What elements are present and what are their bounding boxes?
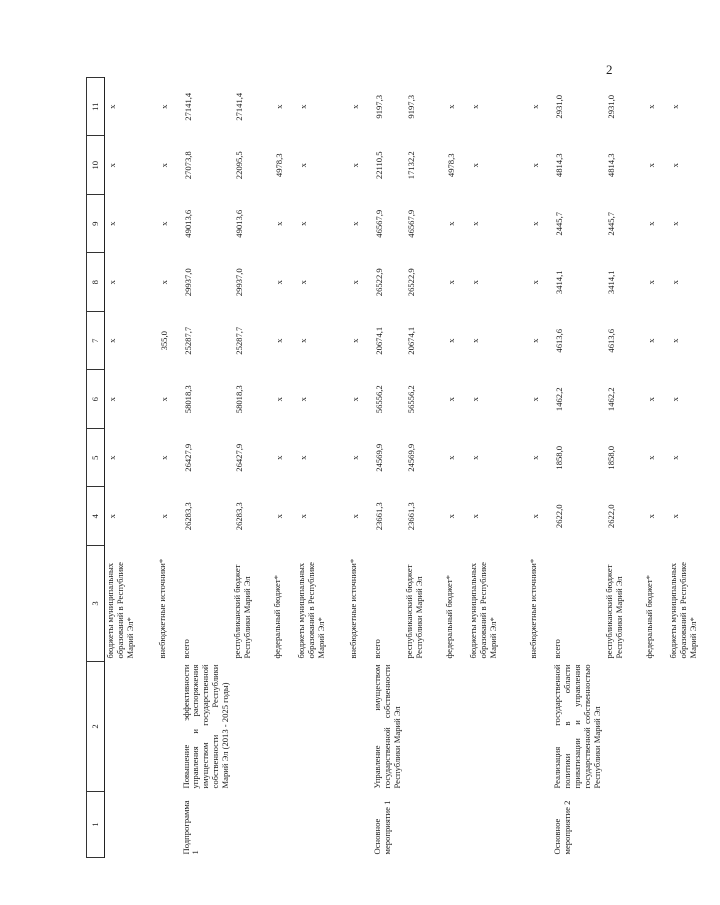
value-cell: х <box>646 338 657 343</box>
section-label <box>644 792 668 858</box>
value-cell: 22110,5 <box>374 151 385 180</box>
value-cell: х <box>530 163 541 168</box>
value-cell: х <box>670 280 681 285</box>
column-header: 8 <box>87 253 105 312</box>
table-row <box>668 78 720 858</box>
value-cell: х <box>350 338 361 343</box>
value-cell: х <box>530 514 541 519</box>
column-header: 5 <box>87 429 105 488</box>
value-cell: 2931,0 <box>554 94 565 119</box>
value-cell: 4978,3 <box>446 153 457 178</box>
funding-source: федеральный бюджет* <box>644 575 655 659</box>
value-cell: х <box>646 514 657 519</box>
program-name <box>644 662 668 792</box>
value-cell: 2622,0 <box>554 504 565 529</box>
value-cell: х <box>646 397 657 402</box>
value-cell: х <box>158 455 169 460</box>
table-header-row <box>87 78 105 858</box>
value-cell: 1858,0 <box>606 445 617 470</box>
value-cell: х <box>646 104 657 109</box>
program-name <box>528 662 552 792</box>
value-cell: 58018,3 <box>182 385 193 414</box>
value-cell: х <box>470 163 481 168</box>
funding-source: бюджеты муниципальных образований в Республике Марий Эл* <box>668 562 699 659</box>
value-cell: х <box>646 280 657 285</box>
funding-source: бюджеты муниципальных образований в Республике Марий Эл* <box>468 562 499 659</box>
program-name <box>604 662 644 792</box>
table-row <box>105 78 157 858</box>
section-label: Основное мероприятие 2 <box>552 800 573 855</box>
value-cell: 25287,7 <box>234 326 245 355</box>
value-cell: х <box>274 221 285 226</box>
column-header: 4 <box>87 487 105 546</box>
table-row <box>644 78 668 858</box>
value-cell: 23661,3 <box>374 502 385 531</box>
funding-source: республиканский бюджет Республики Марий Эл <box>232 564 253 659</box>
value-cell: х <box>107 104 117 109</box>
program-name <box>668 662 720 792</box>
funding-source: внебюджетные источники* <box>528 558 539 659</box>
value-cell: х <box>530 280 541 285</box>
value-cell: х <box>298 397 309 402</box>
table-row <box>444 78 468 858</box>
column-header: 11 <box>87 78 105 137</box>
value-cell: 2622,0 <box>606 504 617 529</box>
value-cell: 9197,3 <box>374 94 385 119</box>
value-cell: 3414,1 <box>606 270 617 295</box>
section-label <box>232 792 272 858</box>
value-cell: х <box>670 338 681 343</box>
value-cell: х <box>274 514 285 519</box>
value-cell: х <box>470 104 481 109</box>
funding-source: федеральный бюджет* <box>444 575 455 659</box>
value-cell: х <box>530 455 541 460</box>
funding-table <box>86 77 720 858</box>
value-cell: 26283,3 <box>234 502 245 531</box>
program-name <box>272 662 296 792</box>
value-cell: 29937,0 <box>182 268 193 297</box>
table-row <box>272 78 296 858</box>
column-header: 10 <box>87 136 105 195</box>
table-row <box>232 78 272 858</box>
value-cell: х <box>470 338 481 343</box>
value-cell: х <box>298 163 309 168</box>
table-row <box>348 78 372 858</box>
value-cell: х <box>530 397 541 402</box>
table-row <box>604 78 644 858</box>
value-cell: х <box>470 397 481 402</box>
value-cell: 2445,7 <box>554 211 565 236</box>
funding-source: республиканский бюджет Республики Марий Эл <box>404 564 425 659</box>
funding-source: всего <box>552 639 563 659</box>
value-cell: 27073,8 <box>182 151 193 180</box>
value-cell: 49013,6 <box>234 209 245 238</box>
value-cell: 4613,6 <box>554 328 565 353</box>
value-cell: 26427,9 <box>234 443 245 472</box>
value-cell: 56556,2 <box>374 385 385 414</box>
value-cell: х <box>646 163 657 168</box>
program-name: Реализация государственной политики в области приватизации и управления государственной собственностью Республики Марий Эл <box>552 664 603 789</box>
table-row <box>404 78 444 858</box>
value-cell: х <box>274 338 285 343</box>
value-cell: х <box>107 163 117 168</box>
section-label <box>105 792 157 858</box>
value-cell: х <box>530 221 541 226</box>
section-label <box>528 792 552 858</box>
value-cell: 1858,0 <box>554 445 565 470</box>
program-name <box>105 662 157 792</box>
section-label <box>668 792 720 858</box>
value-cell: х <box>298 338 309 343</box>
value-cell: х <box>446 280 457 285</box>
table-row <box>157 78 181 858</box>
program-name <box>444 662 468 792</box>
value-cell: х <box>350 104 361 109</box>
column-header: 6 <box>87 370 105 429</box>
value-cell: х <box>470 280 481 285</box>
value-cell: 355,0 <box>158 331 169 351</box>
value-cell: 20674,1 <box>374 326 385 355</box>
value-cell: х <box>670 455 681 460</box>
value-cell: 26283,3 <box>182 502 193 531</box>
value-cell: х <box>274 397 285 402</box>
value-cell: 20674,1 <box>406 326 417 355</box>
table-row <box>372 78 404 858</box>
value-cell: х <box>274 455 285 460</box>
column-header: 3 <box>87 546 105 662</box>
value-cell: х <box>670 163 681 168</box>
table-row <box>552 78 604 858</box>
value-cell: х <box>158 514 169 519</box>
value-cell: х <box>274 280 285 285</box>
value-cell: 46567,9 <box>406 209 417 238</box>
funding-source: бюджеты муниципальных образований в Республике Марий Эл* <box>105 562 135 659</box>
value-cell: х <box>107 514 117 519</box>
funding-source: федеральный бюджет* <box>272 575 283 659</box>
value-cell: х <box>470 455 481 460</box>
program-name: Управление имуществом государственной собственности Республики Марий Эл <box>372 664 403 789</box>
program-name: Повышение эффективности управления и распоряжения имуществом государственной собственности Республики Марий Эл (2013 - 2025 годы) <box>180 664 231 789</box>
value-cell: 56556,2 <box>406 385 417 414</box>
value-cell: х <box>470 221 481 226</box>
value-cell: х <box>670 221 681 226</box>
section-label: Подпрограмма 1 <box>180 800 201 855</box>
value-cell: х <box>646 455 657 460</box>
value-cell: х <box>158 280 169 285</box>
value-cell: 9197,3 <box>406 94 417 119</box>
value-cell: 26522,9 <box>406 268 417 297</box>
value-cell: х <box>470 514 481 519</box>
value-cell: 25287,7 <box>182 326 193 355</box>
value-cell: х <box>530 338 541 343</box>
value-cell: х <box>670 514 681 519</box>
value-cell: х <box>107 280 117 285</box>
section-label <box>348 792 372 858</box>
section-label <box>604 792 644 858</box>
table-row <box>528 78 552 858</box>
value-cell: х <box>107 455 117 460</box>
value-cell: 27141,4 <box>182 92 193 121</box>
value-cell: х <box>107 221 117 226</box>
program-name <box>157 662 181 792</box>
value-cell: х <box>350 397 361 402</box>
value-cell: х <box>646 221 657 226</box>
column-header: 1 <box>87 792 105 858</box>
rotated-table-container <box>86 78 699 858</box>
value-cell: 2931,0 <box>606 94 617 119</box>
table-row <box>181 78 233 858</box>
program-name <box>404 662 444 792</box>
value-cell: 4814,3 <box>606 153 617 178</box>
value-cell: х <box>446 338 457 343</box>
column-header: 9 <box>87 195 105 254</box>
value-cell: х <box>446 455 457 460</box>
value-cell: х <box>274 104 285 109</box>
value-cell: 46567,9 <box>374 209 385 238</box>
page-number: 2 <box>606 62 613 77</box>
section-label <box>296 792 348 858</box>
value-cell: 58018,3 <box>234 385 245 414</box>
funding-source: внебюджетные источники* <box>348 558 359 659</box>
value-cell: х <box>350 280 361 285</box>
value-cell: 23661,3 <box>406 502 417 531</box>
funding-source: республиканский бюджет Республики Марий Эл <box>604 564 625 659</box>
value-cell: х <box>350 221 361 226</box>
section-label <box>468 792 528 858</box>
program-name <box>232 662 272 792</box>
value-cell: х <box>446 397 457 402</box>
program-name <box>348 662 372 792</box>
value-cell: х <box>298 455 309 460</box>
program-name <box>296 662 348 792</box>
value-cell: 4814,3 <box>554 153 565 178</box>
value-cell: х <box>298 280 309 285</box>
value-cell: х <box>298 514 309 519</box>
funding-source: бюджеты муниципальных образований в Республике Марий Эл* <box>296 562 327 659</box>
value-cell: х <box>530 104 541 109</box>
value-cell: 1462,2 <box>606 387 617 412</box>
table-body <box>105 78 720 858</box>
value-cell: х <box>158 397 169 402</box>
value-cell: 2445,7 <box>606 211 617 236</box>
value-cell: 22095,5 <box>234 151 245 180</box>
section-label <box>444 792 468 858</box>
value-cell: х <box>350 163 361 168</box>
column-header: 2 <box>87 662 105 792</box>
value-cell: 27141,4 <box>234 92 245 121</box>
value-cell: 29937,0 <box>234 268 245 297</box>
value-cell: х <box>298 104 309 109</box>
value-cell: х <box>158 104 169 109</box>
value-cell: х <box>298 221 309 226</box>
section-label <box>157 792 181 858</box>
table-row <box>468 78 528 858</box>
value-cell: 49013,6 <box>182 209 193 238</box>
value-cell: х <box>158 163 169 168</box>
value-cell: х <box>107 397 117 402</box>
value-cell: 4978,3 <box>274 153 285 178</box>
value-cell: х <box>670 397 681 402</box>
section-label <box>404 792 444 858</box>
section-label: Основное мероприятие 1 <box>372 800 393 855</box>
value-cell: х <box>670 104 681 109</box>
value-cell: 3414,1 <box>554 270 565 295</box>
section-label <box>272 792 296 858</box>
value-cell: 24569,9 <box>374 443 385 472</box>
funding-source: всего <box>180 639 191 659</box>
value-cell: 24569,9 <box>406 443 417 472</box>
value-cell: 26522,9 <box>374 268 385 297</box>
funding-source: всего <box>372 639 383 659</box>
value-cell: х <box>350 455 361 460</box>
value-cell: х <box>107 338 117 343</box>
value-cell: 4613,6 <box>606 328 617 353</box>
value-cell: х <box>446 104 457 109</box>
value-cell: 26427,9 <box>182 443 193 472</box>
value-cell: х <box>350 514 361 519</box>
value-cell: х <box>158 221 169 226</box>
funding-source: внебюджетные источники* <box>156 558 167 659</box>
value-cell: 17132,2 <box>406 151 417 180</box>
value-cell: 1462,2 <box>554 387 565 412</box>
column-header: 7 <box>87 312 105 371</box>
table-row <box>296 78 348 858</box>
value-cell: х <box>446 221 457 226</box>
program-name <box>468 662 528 792</box>
value-cell: х <box>446 514 457 519</box>
